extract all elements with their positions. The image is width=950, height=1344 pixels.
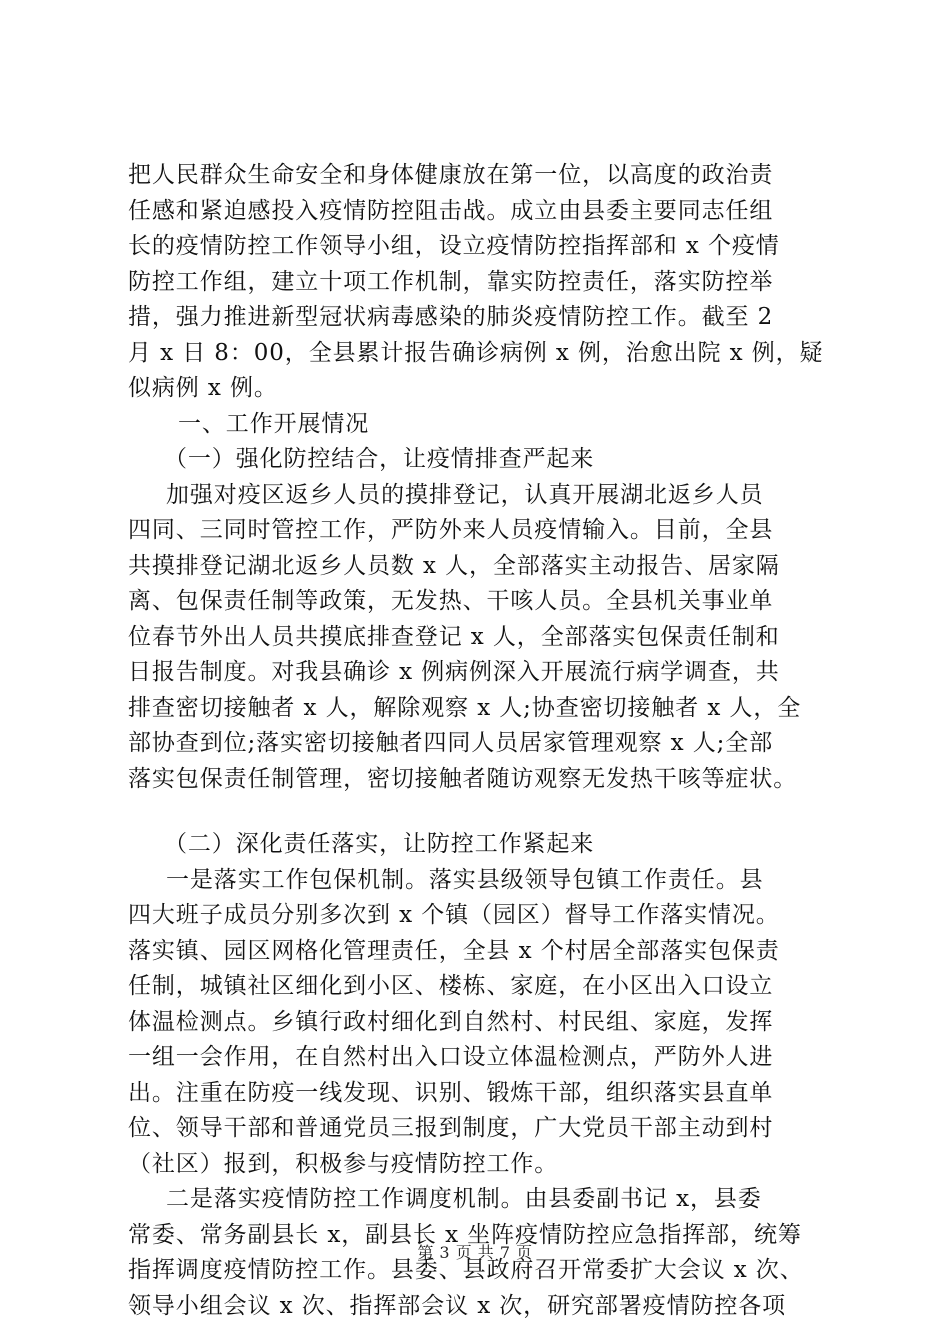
paragraph-line: 位春节外出人员共摸底排查登记 x 人，全部落实包保责任制和 bbox=[128, 623, 780, 650]
subsection-heading: （二）深化责任落实，让防控工作紧起来 bbox=[164, 831, 595, 857]
paragraph-line: 月 x 日 8：00，全县累计报告确诊病例 x 例，治愈出院 x 例，疑 bbox=[128, 339, 824, 366]
section-heading: 一、工作开展情况 bbox=[178, 410, 370, 437]
paragraph-line: 加强对疫区返乡人员的摸排登记，认真开展湖北返乡人员 bbox=[166, 481, 764, 508]
paragraph-line: 部协查到位;落实密切接触者四同人员居家管理观察 x 人;全部 bbox=[128, 730, 774, 756]
paragraph-gap bbox=[128, 797, 832, 827]
subsection-heading: （一）强化防控结合，让疫情排查严起来 bbox=[164, 446, 595, 472]
paragraph-line: 领导小组会议 x 次、指挥部会议 x 次，研究部署疫情防控各项 bbox=[128, 1292, 787, 1319]
paragraph-line: 一是落实工作包保机制。落实县级领导包镇工作责任。县 bbox=[166, 866, 764, 893]
paragraph-line: 任感和紧迫感投入疫情防控阻击战。成立由县委主要同志任组 bbox=[128, 197, 774, 224]
paragraph-line: 体温检测点。乡镇行政村细化到自然村、村民组、家庭，发挥 bbox=[128, 1008, 774, 1035]
paragraph-line: 常委、常务副县长 x，副县长 x 坐阵疫情防控应急指挥部，统筹 bbox=[128, 1221, 802, 1248]
paragraph-line: 二是落实疫情防控工作调度机制。由县委副书记 x，县委 bbox=[166, 1186, 762, 1212]
paragraph-line: 日报告制度。对我县确诊 x 例病例深入开展流行病学调查，共 bbox=[128, 659, 780, 685]
paragraph-line: 离、包保责任制等政策，无发热、干咳人员。全县机关事业单 bbox=[128, 588, 774, 614]
paragraph-line: 落实镇、园区网格化管理责任，全县 x 个村居全部落实包保责 bbox=[128, 937, 780, 964]
paragraph-line: 措，强力推进新型冠状病毒感染的肺炎疫情防控工作。截至 2 bbox=[128, 304, 774, 330]
paragraph-line: 指挥调度疫情防控工作。县委、县政府召开常委扩大会议 x 次、 bbox=[128, 1257, 804, 1283]
paragraph-line: 一组一会作用，在自然村出入口设立体温检测点，严防外人进 bbox=[128, 1044, 774, 1070]
paragraph-line: （社区）报到，积极参与疫情防控工作。 bbox=[128, 1150, 559, 1177]
paragraph-line: 防控工作组，建立十项工作机制，靠实防控责任，落实防控举 bbox=[128, 268, 774, 295]
paragraph-line: 排查密切接触者 x 人，解除观察 x 人;协查密切接触者 x 人，全 bbox=[128, 694, 802, 721]
paragraph-line: 位、领导干部和普通党员三报到制度，广大党员干部主动到村 bbox=[128, 1115, 774, 1141]
page-footer: 第 3 页 共 7 页 bbox=[417, 1243, 533, 1262]
paragraph-line: 长的疫情防控工作领导小组，设立疫情防控指挥部和 x 个疫情 bbox=[128, 233, 780, 259]
paragraph-line: 四大班子成员分别多次到 x 个镇（园区）督导工作落实情况。 bbox=[128, 902, 780, 928]
paragraph-line: 共摸排登记湖北返乡人员数 x 人，全部落实主动报告、居家隔 bbox=[128, 552, 780, 579]
paragraph-line: 似病例 x 例。 bbox=[128, 375, 278, 401]
paragraph-line: 任制，城镇社区细化到小区、楼栋、家庭，在小区出入口设立 bbox=[128, 973, 774, 999]
paragraph-line: 落实包保责任制管理，密切接触者随访观察无发热干咳等症状。 bbox=[128, 765, 798, 792]
paragraph-line: 四同、三同时管控工作，严防外来人员疫情输入。目前，全县 bbox=[128, 517, 774, 543]
paragraph-line: 出。注重在防疫一线发现、识别、锻炼干部，组织落实县直单 bbox=[128, 1079, 774, 1106]
document-body bbox=[128, 158, 832, 1324]
paragraph-line: 把人民群众生命安全和身体健康放在第一位，以高度的政治责 bbox=[128, 162, 774, 188]
